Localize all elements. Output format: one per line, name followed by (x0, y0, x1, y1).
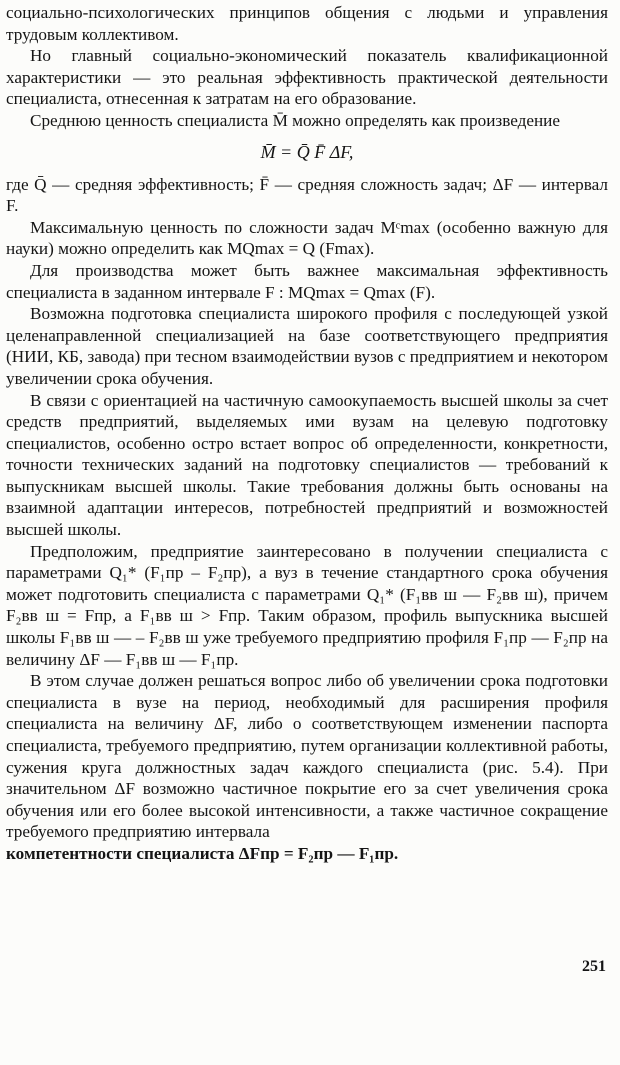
paragraph: Максимальную ценность по сложности задач Mᶜmax (особенно важную для науки) можно определить как MQmax = Q (Fmax). (6, 217, 608, 259)
paragraph: Среднюю ценность специалиста M̄ можно определять как произведение (30, 110, 561, 130)
page-text (6, 2, 608, 865)
paragraph: В связи с ориентацией на частичную самоокупаемость высшей школы за счет средств предприятий, выделяемых ими вузам на целевую подготовку специалистов, особенно остро встает вопрос об определенности, конкретности, точности технических заданий на подготовку специалистов — требований к выпускникам высшей школы. Такие требования должны быть основаны на взаимной адаптации интересов, потребностей предприятий и возможностей высшей школы. (6, 390, 608, 540)
paragraph-continued: социально-психологических принципов общения с людьми и управления трудовым коллективом. (6, 3, 608, 44)
paragraph: Возможна подготовка специалиста широкого профиля с последующей узкой целенаправленной специализацией на базе соответствующего предприятия (НИИ, КБ, завода) при тесном взаимодействии вузов с предприятием и некотором увеличении срока обучения. (6, 304, 608, 388)
paragraph-final-line: компетентности специалиста ΔFпр = F₂пр — F₁пр. (6, 843, 399, 863)
page-number: 251 (582, 958, 606, 975)
formula: M̄ = Q̄ F̄ ΔF, (260, 141, 354, 162)
paragraph: В этом случае должен решаться вопрос либо об увеличении срока подготовки специалиста в вузе на период, необходимый для расширения профиля специалиста на величину ΔF, либо о соответствующем изменении паспорта специалиста, требуемого предприятию, путем организации коллективной работы, сужения круга должностных задач каждого специалиста (рис. 5.4). При значительном ΔF возможно частичное покрытие его за счет увеличения срока обучения или его более высокой интенсивности, а также частичное сокращение требуемого предприятию интервала (6, 671, 608, 842)
paragraph: Предположим, предприятие заинтересовано в получении специалиста с параметрами Q₁* (F₁пр – F₂пр), а вуз в течение стандартного срока обучения может подготовить специалиста с параметрами Q₁* (F₁вв ш — F₂вв ш), причем F₂вв ш = Fпр, а F₁вв ш > Fпр. Таким образом, профиль выпускника высшей школы F₁вв ш — – F₂вв ш уже требуемого предприятию профиля F₁пр — F₂пр на величину ΔF — F₁вв ш — F₁пр. (6, 541, 608, 669)
paragraph: Для производства может быть важнее максимальная эффективность специалиста в заданном интервале F : MQmax = Qmax (F). (6, 260, 608, 302)
paragraph: где Q̄ — средняя эффективность; F̄ — средняя сложность задач; ΔF — интервал F. (6, 174, 608, 216)
paragraph: Но главный социально-экономический показатель квалификационной характеристики — это реальная эффективность практической деятельности специалиста, отнесенная к затратам на его образование. (6, 46, 608, 109)
